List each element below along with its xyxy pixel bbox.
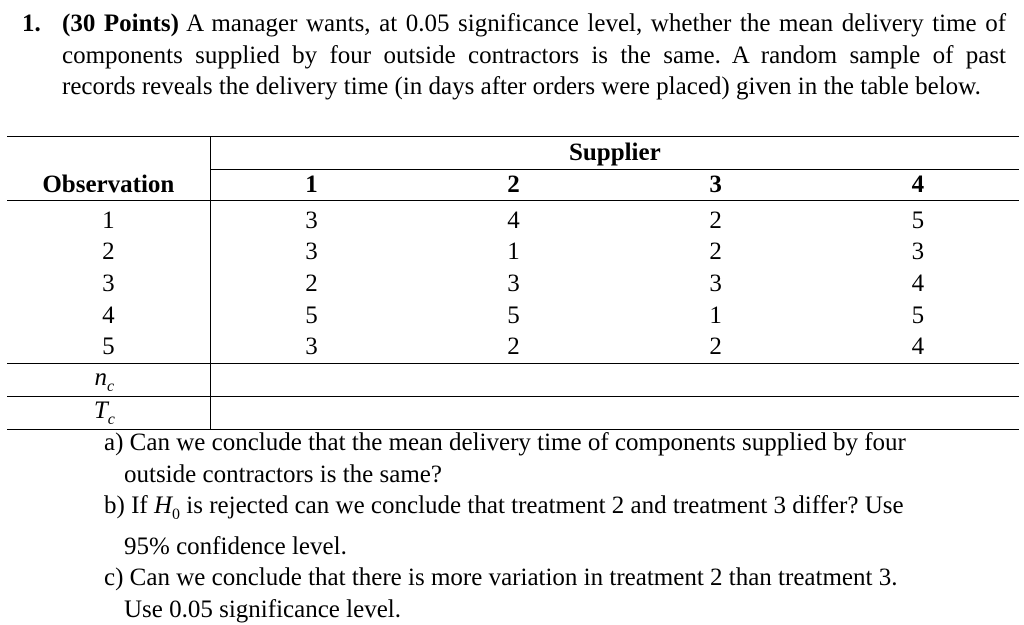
table-cell: 2	[709, 238, 722, 266]
question-c: c) Can we conclude that there is more variation in treatment 2 than treatment 3. Use 0.05 significance level.	[104, 564, 898, 623]
delivery-time-table	[7, 136, 1019, 430]
observation-cell: 2	[7, 237, 210, 269]
table-cell: 1	[507, 238, 520, 266]
table-row	[7, 201, 1019, 237]
observation-cell: 3	[7, 268, 210, 300]
table-cell: 4	[507, 206, 520, 234]
table-cell: 4	[817, 331, 1019, 363]
problem-number: 1.	[22, 10, 41, 37]
column-header-4: 4	[817, 170, 1019, 201]
summary-row-nc	[7, 363, 1019, 396]
table-cell: 5	[911, 301, 925, 329]
table-header-row-group	[7, 137, 1019, 170]
observation-cell: 1	[7, 201, 210, 237]
table-row	[7, 300, 1019, 332]
table-cell: 5	[507, 301, 520, 329]
table-cell: 3	[305, 206, 318, 234]
question-a: a) Can we conclude that the mean delivery time of components supplied by four outside contractors is the same?	[104, 429, 906, 488]
observation-cell: 5	[7, 331, 210, 363]
problem-body	[62, 8, 1006, 103]
table-cell: 3	[507, 269, 520, 297]
table-header-row	[7, 170, 1019, 201]
table-cell: 5	[911, 206, 925, 234]
problem-points: (30 Points)	[62, 10, 179, 37]
supplier-group-header: Supplier	[210, 137, 1019, 170]
table-cell: 5	[305, 301, 318, 329]
table-row	[7, 237, 1019, 269]
table-cell: 2	[615, 331, 817, 363]
question-b: b) If $H_0$ is rejected can we conclude that treatment 2 and treatment 3 differ? Use 95% confidence level.	[104, 492, 904, 560]
tc-label: $T_c$	[7, 396, 210, 429]
column-header-2: 2	[412, 170, 614, 201]
summary-row-tc	[7, 396, 1019, 429]
question-list	[104, 427, 1004, 625]
nc-label: $n_c$	[7, 363, 210, 396]
observation-header: Observation	[7, 170, 210, 201]
problem-text: A manager wants, at 0.05 significance level, whether the mean delivery time of components supplied by four outside contractors is the same. A random sample of past records reveals the delivery time (in days after orders were placed) given in the table below.	[62, 10, 1007, 100]
table-cell: 3	[709, 269, 722, 297]
table-cell: 4	[911, 269, 925, 297]
tc-empty-cell	[210, 396, 1019, 429]
table-row	[7, 331, 1019, 363]
table-cell: 1	[709, 301, 722, 329]
column-header-3: 3	[615, 170, 817, 201]
observation-cell: 4	[7, 300, 210, 332]
table-cell: 3	[911, 238, 925, 266]
problem-statement	[22, 8, 1006, 103]
nc-empty-cell	[210, 363, 1019, 396]
column-header-1: 1	[210, 170, 412, 201]
table-cell: 2	[412, 331, 614, 363]
table-cell: 3	[210, 331, 412, 363]
table-cell: 2	[305, 269, 318, 297]
table-cell: 3	[305, 238, 318, 266]
table-row	[7, 268, 1019, 300]
table-cell: 2	[709, 206, 722, 234]
